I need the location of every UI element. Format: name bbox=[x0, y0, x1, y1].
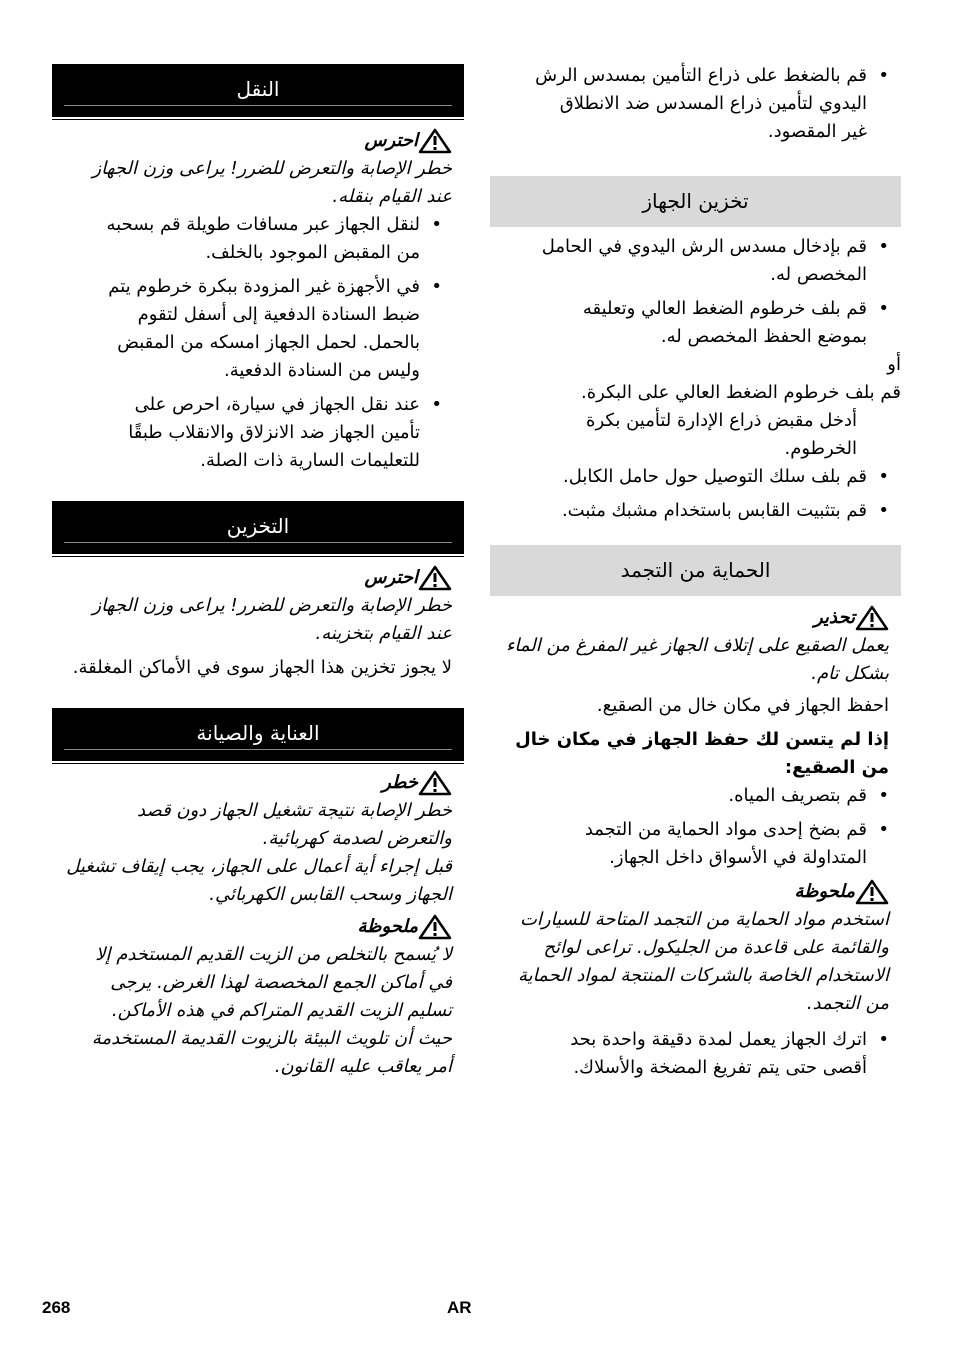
header-underline bbox=[52, 119, 464, 120]
warning-triangle-icon bbox=[418, 128, 452, 154]
care-note bbox=[52, 913, 464, 1081]
list-item: • قم بتصريف المياه. bbox=[530, 782, 901, 810]
or-label: أو bbox=[887, 354, 901, 375]
reel-subtext: أدخل مقبض ذراع الإدارة لتأمين بكرة الخرطوم. bbox=[586, 410, 857, 459]
frost-note bbox=[490, 878, 901, 1018]
list-item: • قم بلف خرطوم الضغط العالي وتعليقه بموضع الحفظ المخصص له. bbox=[530, 295, 901, 351]
reel-text: قم بلف خرطوم الضغط العالي على البكرة. bbox=[581, 382, 901, 403]
transport-list bbox=[52, 211, 464, 475]
danger-title: خطر bbox=[52, 769, 452, 797]
warning-title: احترس bbox=[52, 564, 452, 592]
warning-text: خطر الإصابة والتعرض للضرر! يراعى وزن الجهاز عند القيام بتخزينه. bbox=[92, 595, 452, 644]
danger-text: خطر الإصابة نتيجة تشغيل الجهاز دون قصد والتعرض لصدمة كهربائية. bbox=[137, 800, 452, 849]
warning-text: خطر الإصابة والتعرض للضرر! يراعى وزن الجهاز عند القيام بنقله. bbox=[92, 158, 452, 207]
warning-triangle-icon bbox=[418, 565, 452, 591]
frost-list bbox=[490, 782, 901, 872]
note-text: لا يُسمح بالتخلص من الزيت القديم المستخدم إلا في أماكن الجمع المخصصة لهذا الغرض. يرجى تسليم الزيت القديم المتراكم في هذه الأماكن. حيث أن تلويث البيئة بالزيوت القديمة المستخدمة أمر يعاقب عليه القانون. bbox=[91, 944, 452, 1077]
storage-list bbox=[490, 233, 901, 351]
warning-triangle-icon bbox=[418, 914, 452, 940]
list-item: • قم بإدخال مسدس الرش اليدوي في الحامل المخصص له. bbox=[530, 233, 901, 289]
section-header-care: العناية والصيانة bbox=[52, 708, 464, 761]
left-column bbox=[52, 64, 464, 1081]
list-item: • قم بضخ إحدى مواد الحماية من التجمد المتداولة في الأسواق داخل الجهاز. bbox=[530, 816, 901, 872]
header-underline bbox=[52, 556, 464, 557]
section-header-storage: تخزين الجهاز bbox=[490, 176, 901, 227]
list-item: • قم بتثبيت القابس باستخدام مشبك مثبت. bbox=[520, 497, 901, 525]
section-header-transport: النقل bbox=[52, 64, 464, 117]
list-item: • قم بالضغط على ذراع التأمين بمسدس الرش اليدوي لتأمين ذراع المسدس ضد الانطلاق غير المقصود. bbox=[530, 62, 901, 146]
list-item: • عند نقل الجهاز في سيارة، احرص على تأمين الجهاز ضد الانزلاق والانقلاب طبقًا للتعليمات السارية ذات الصلة. bbox=[92, 391, 454, 475]
header-underline bbox=[52, 763, 464, 764]
care-danger bbox=[52, 769, 464, 909]
danger-text-2: قبل إجراء أية أعمال على الجهاز، يجب إيقاف تشغيل الجهاز وسحب القابس الكهربائي. bbox=[66, 856, 452, 905]
warning-triangle-icon bbox=[418, 770, 452, 796]
warning-text: يعمل الصقيع على إتلاف الجهاز غير المفرغ من الماء بشكل تام. bbox=[505, 635, 889, 684]
warning-title: احترس bbox=[52, 127, 452, 155]
list-item: • لنقل الجهاز عبر مسافات طويلة قم بسحبه من المقبض الموجود بالخلف. bbox=[92, 211, 454, 267]
page-number: 268 bbox=[42, 1298, 71, 1317]
right-column bbox=[490, 62, 901, 1088]
frost-bold-text: إذا لم يتسن لك حفظ الجهاز في مكان خال من الصقيع: bbox=[515, 729, 889, 778]
frost-keep-text: احفظ الجهاز في مكان خال من الصقيع. bbox=[596, 695, 889, 716]
list-item: • في الأجهزة غير المزودة ببكرة خرطوم يتم ضبط السنادة الدفعية إلى أسفل لتقوم بالحمل. لحمل الجهاز امسكه من المقبض وليس من السنادة الدفعية. bbox=[92, 273, 454, 385]
intro-list bbox=[490, 62, 901, 146]
note-text: استخدم مواد الحماية من التجمد المتاحة للسيارات والقائمة على قاعدة من الجليكول. تراعى لوائح الاستخدام الخاصة بالشركات المنتجة لمواد الحماية من التجمد. bbox=[518, 909, 889, 1014]
frost-warning bbox=[490, 604, 901, 782]
section-header-storage: التخزين bbox=[52, 501, 464, 554]
note-title: ملحوظة bbox=[490, 878, 889, 906]
storage-warning bbox=[52, 564, 464, 682]
header-rule bbox=[64, 542, 452, 543]
warning-title: تحذير bbox=[490, 604, 889, 632]
section-header-frost: الحماية من التجمد bbox=[490, 545, 901, 596]
storage-list-2 bbox=[490, 463, 901, 525]
transport-warning bbox=[52, 127, 464, 211]
header-rule bbox=[64, 749, 452, 750]
warning-triangle-icon bbox=[855, 605, 889, 631]
note-title: ملحوظة bbox=[52, 913, 452, 941]
language-code: AR bbox=[447, 1298, 472, 1317]
list-item: • اترك الجهاز يعمل لمدة دقيقة واحدة بحد أقصى حتى يتم تفريغ المضخة والأسلاك. bbox=[530, 1026, 901, 1082]
warning-triangle-icon bbox=[855, 879, 889, 905]
storage-text: لا يجوز تخزين هذا الجهاز سوى في الأماكن المغلقة. bbox=[72, 657, 452, 678]
last-list bbox=[490, 1026, 901, 1082]
header-rule bbox=[64, 105, 452, 106]
list-item: • قم بلف سلك التوصيل حول حامل الكابل. bbox=[520, 463, 901, 491]
